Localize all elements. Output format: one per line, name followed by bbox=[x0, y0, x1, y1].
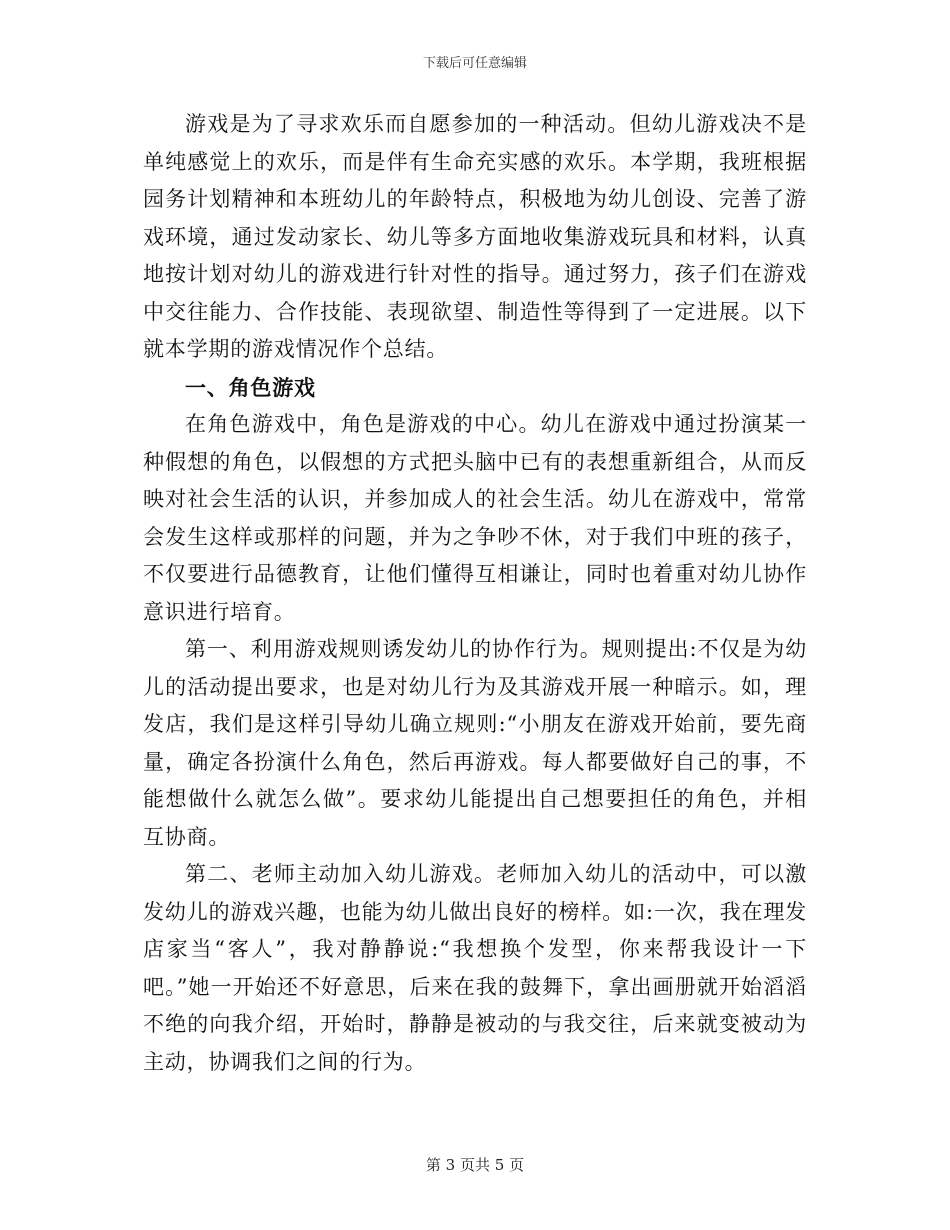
role-play-paragraph: 在角色游戏中，角色是游戏的中心。幼儿在游戏中通过扮演某一种假想的角色，以假想的方式把头脑中已有的表想重新组合，从而反映对社会生活的认识，并参加成人的社会生活。幼儿在游戏中，常常会发生这样或那样的问题，并为之争吵不休，对于我们中班的孩子，不仅要进行品德教育，让他们懂得互相谦让，同时也着重对幼儿协作意识进行培育。 bbox=[143, 412, 807, 624]
section-heading: 一、角色游戏 bbox=[185, 374, 316, 400]
document-body bbox=[143, 106, 807, 1081]
intro-paragraph: 游戏是为了寻求欢乐而自愿参加的一种活动。但幼儿游戏决不是单纯感觉上的欢乐，而是伴有生命充实感的欢乐。本学期，我班根据园务计划精神和本班幼儿的年龄特点，积极地为幼儿创设、完善了游戏环境，通过发动家长、幼儿等多方面地收集游戏玩具和材料，认真地按计划对幼儿的游戏进行针对性的指导。通过努力，孩子们在游戏中交往能力、合作技能、表现欲望、制造性等得到了一定进展。以下就本学期的游戏情况作个总结。 bbox=[143, 112, 807, 361]
page-footer: 第 3 页共 5 页 bbox=[425, 1156, 525, 1174]
rules-paragraph: 第一、利用游戏规则诱发幼儿的协作行为。规则提出:不仅是为幼儿的活动提出要求，也是对幼儿行为及其游戏开展一种暗示。如，理发店，我们是这样引导幼儿确立规则:“小朋友在游戏开始前，要先商量，确定各扮演什么角色，然后再游戏。每人都要做好自己的事，不能想做什么就怎么做”。要求幼儿能提出自己想要担任的角色，并相互协商。 bbox=[143, 637, 807, 849]
teacher-join-paragraph: 第二、老师主动加入幼儿游戏。老师加入幼儿的活动中，可以激发幼儿的游戏兴趣，也能为幼儿做出良好的榜样。如:一次，我在理发店家当“客人”，我对静静说:“我想换个发型，你来帮我设计一下吧。”她一开始还不好意思，后来在我的鼓舞下，拿出画册就开始滔滔不绝的向我介绍，开始时，静静是被动的与我交往，后来就变被动为主动，协调我们之间的行为。 bbox=[143, 862, 807, 1074]
page-header: 下载后可任意编辑 bbox=[422, 56, 527, 71]
